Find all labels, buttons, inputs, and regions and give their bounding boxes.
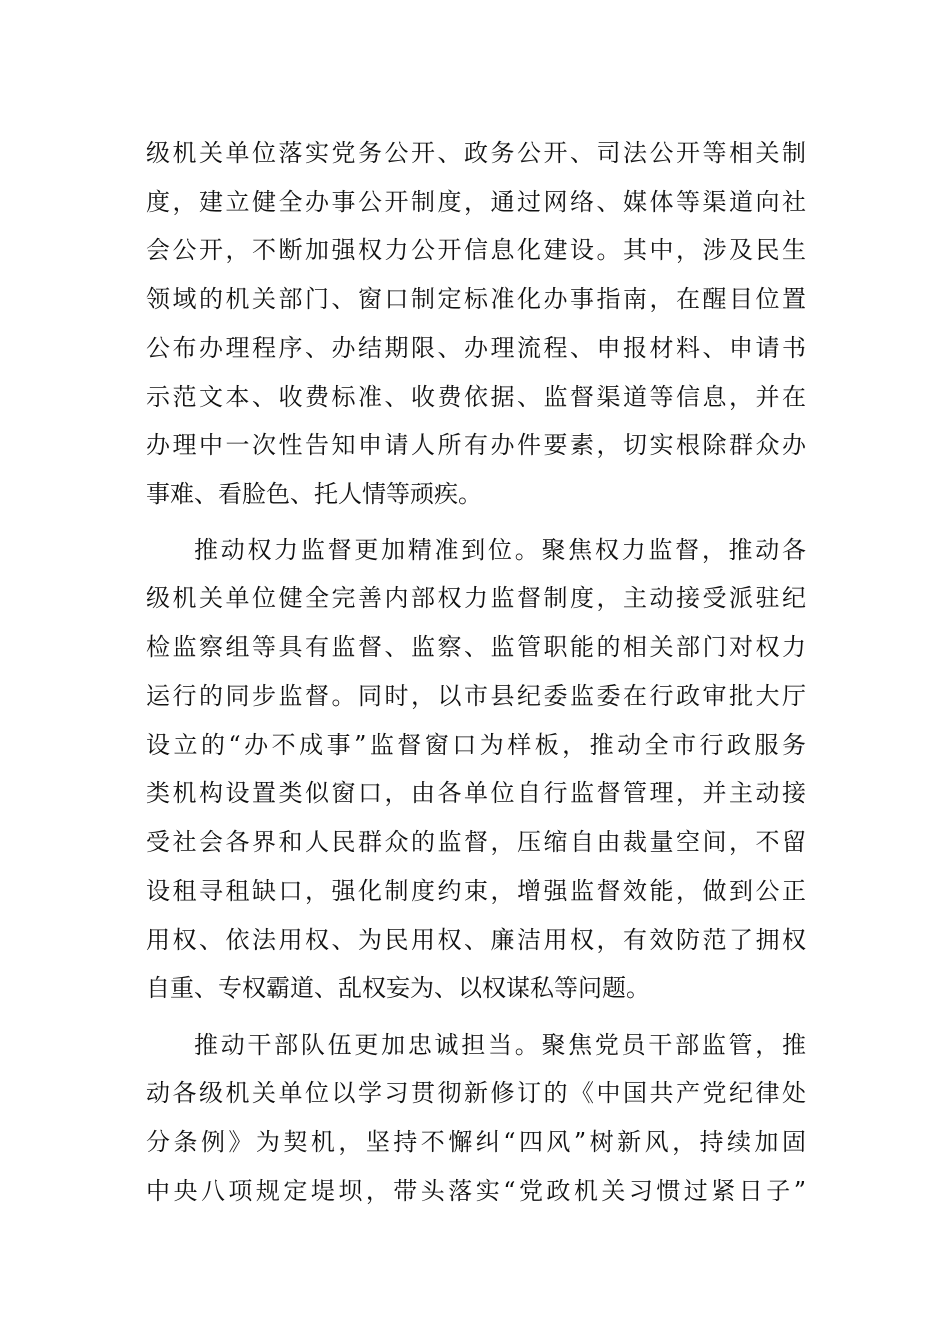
text-line: 分条例》为契机，坚持不懈纠“四风”树新风，持续加固	[146, 1128, 806, 1156]
text-line: 级机关单位落实党务公开、政务公开、司法公开等相关制	[146, 139, 806, 167]
text-line: 示范文本、收费标准、收费依据、监督渠道等信息，并在	[146, 383, 806, 411]
text-line: 动各级机关单位以学习贯彻新修订的《中国共产党纪律处	[146, 1079, 806, 1107]
text-line: 级机关单位健全完善内部权力监督制度，主动接受派驻纪	[146, 584, 806, 612]
text-line: 领域的机关部门、窗口制定标准化办事指南，在醒目位置	[146, 285, 806, 313]
text-line: 设租寻租缺口，强化制度约束，增强监督效能，做到公正	[146, 877, 806, 905]
text-line: 事难、看脸色、托人情等顽疾。	[146, 480, 482, 508]
text-line: 会公开，不断加强权力公开信息化建设。其中，涉及民生	[146, 236, 806, 264]
text-line: 自重、专权霸道、乱权妄为、以权谋私等问题。	[146, 974, 650, 1002]
text-line: 办理中一次性告知申请人所有办件要素，切实根除群众办	[146, 431, 806, 459]
paragraph-first-line: 推动权力监督更加精准到位。聚焦权力监督，推动各	[194, 536, 806, 564]
text-line: 公布办理程序、办结期限、办理流程、申报材料、申请书	[146, 334, 806, 362]
text-line: 设立的“办不成事”监督窗口为样板，推动全市行政服务	[146, 731, 806, 759]
text-line: 用权、依法用权、为民用权、廉洁用权，有效防范了拥权	[146, 926, 806, 954]
paragraph-first-line: 推动干部队伍更加忠诚担当。聚焦党员干部监管，推	[194, 1031, 806, 1059]
text-line: 中央八项规定堤坝，带头落实“党政机关习惯过紧日子”	[146, 1177, 806, 1205]
text-line: 运行的同步监督。同时，以市县纪委监委在行政审批大厅	[146, 682, 806, 710]
text-line: 受社会各界和人民群众的监督，压缩自由裁量空间，不留	[146, 828, 806, 856]
text-line: 检监察组等具有监督、监察、监管职能的相关部门对权力	[146, 633, 806, 661]
text-line: 度，建立健全办事公开制度，通过网络、媒体等渠道向社	[146, 188, 806, 216]
text-line: 类机构设置类似窗口，由各单位自行监督管理，并主动接	[146, 779, 806, 807]
